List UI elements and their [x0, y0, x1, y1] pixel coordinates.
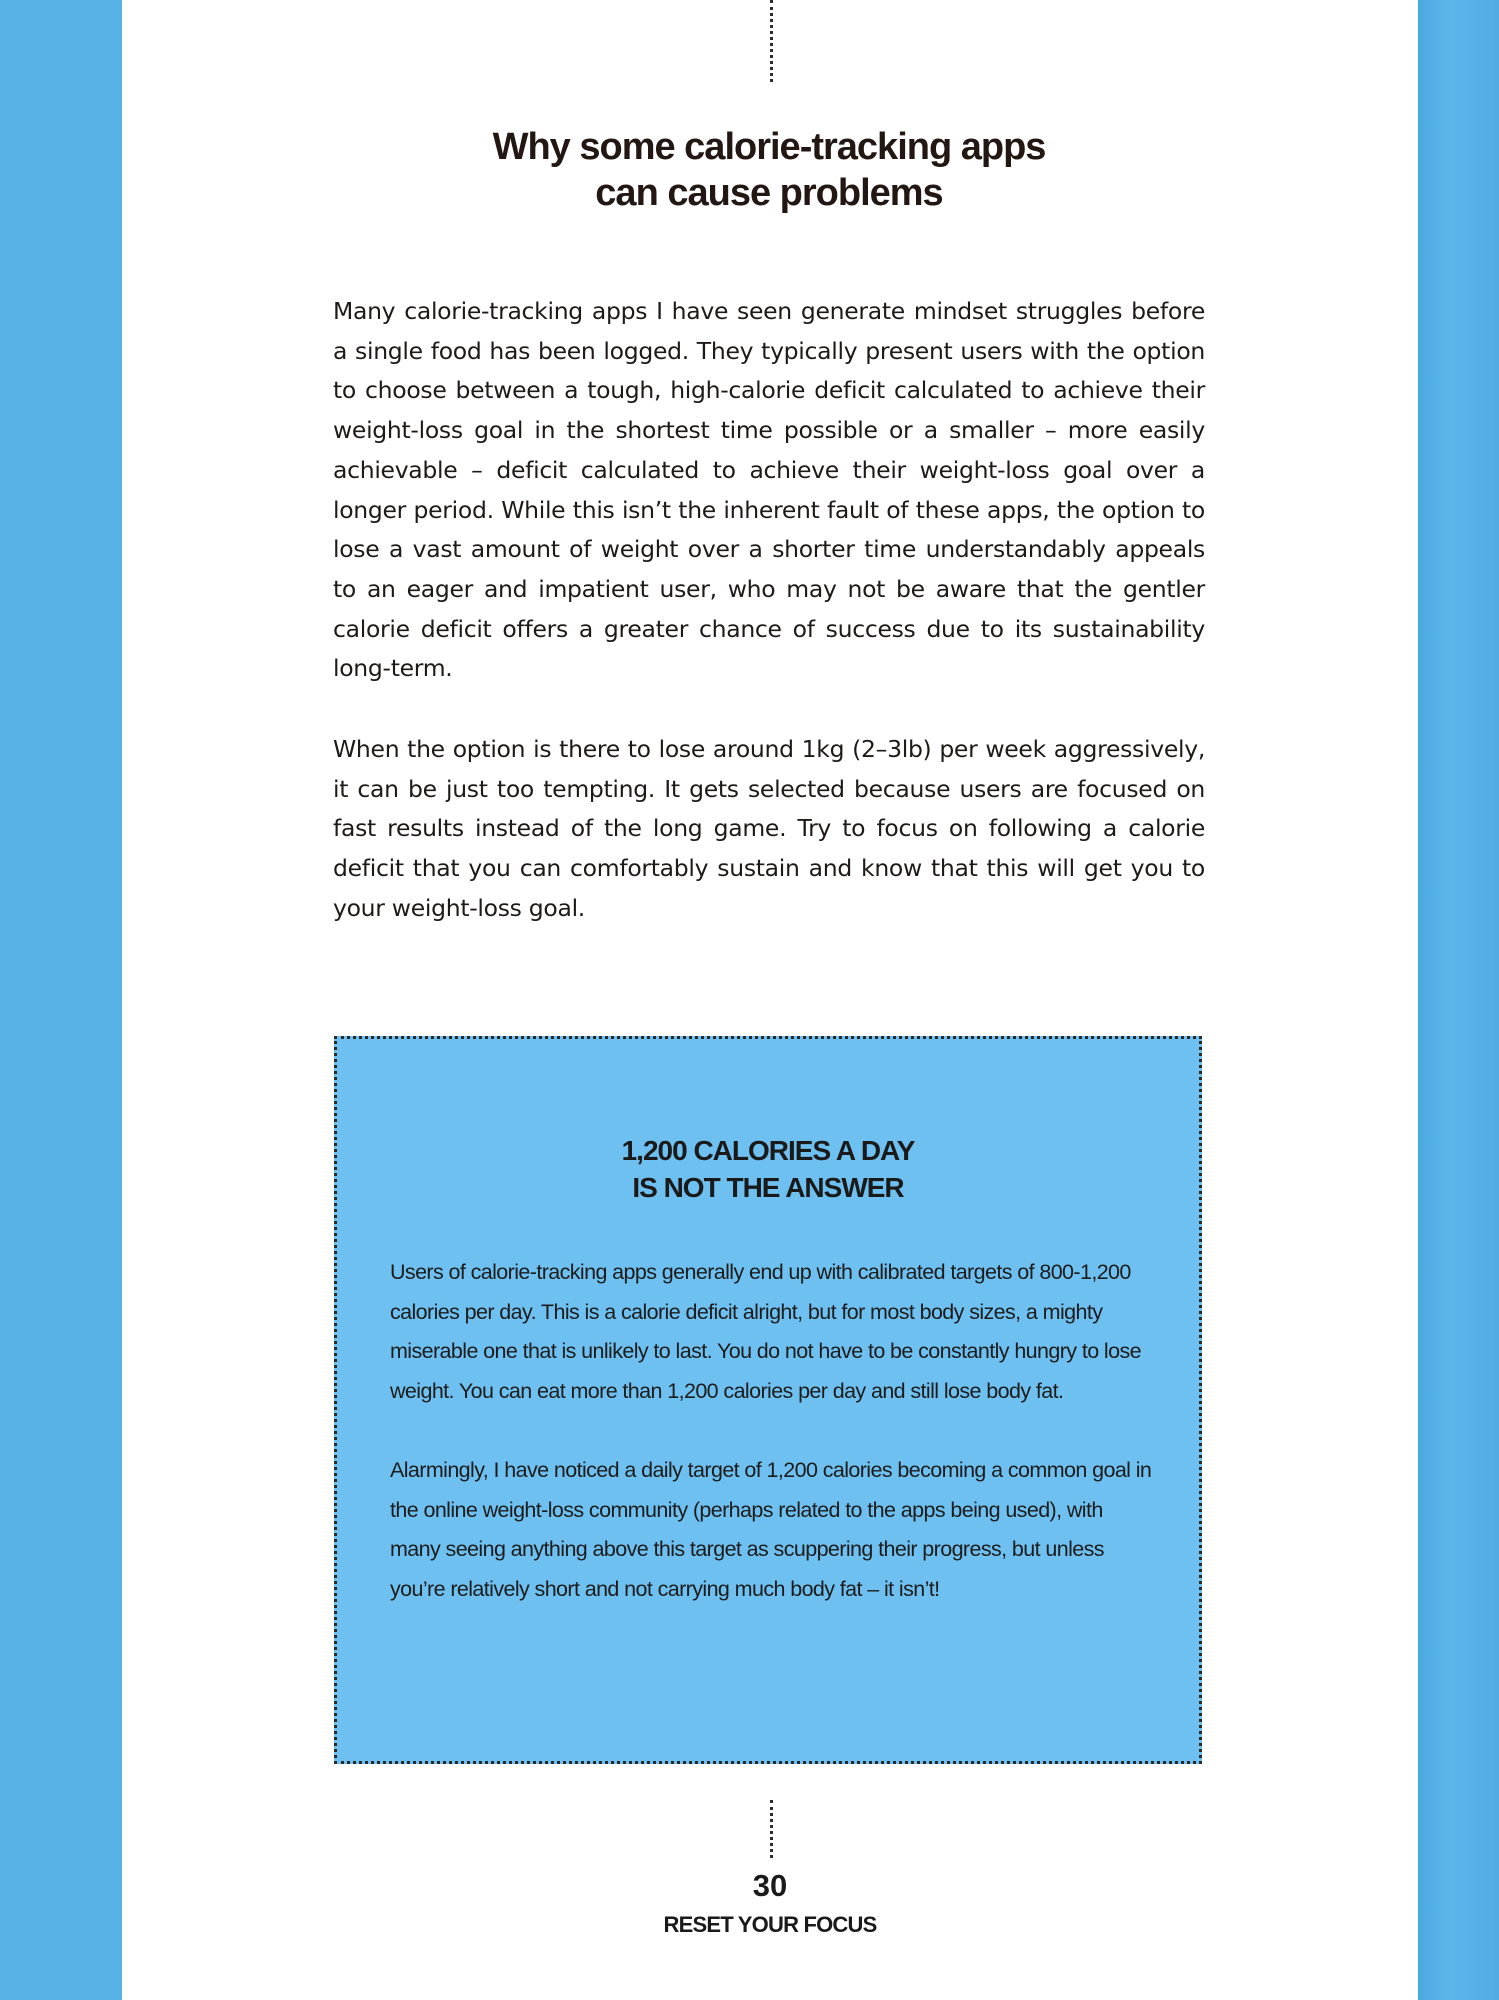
- section-label: RESET YOUR FOCUS: [663, 1912, 877, 1937]
- article-heading-line-2: can cause problems: [595, 172, 943, 214]
- article-heading: [333, 124, 1205, 216]
- bottom-dotted-rule: [770, 1800, 773, 1858]
- article-paragraph-2: When the option is there to lose around 1kg (2–3lb) per week aggressively, it can be just too tempting. It gets selected because users are focused on fast results instead of the long game. Try to focus on following a calorie deficit that you can comfortably sustain and know that this will get you to your weight-loss goal.: [333, 735, 1205, 922]
- callout-title-line-1: 1,200 CALORIES A DAY: [621, 1135, 915, 1166]
- callout-title: [337, 1132, 1199, 1206]
- article-heading-line-1: Why some calorie-tracking apps: [492, 126, 1046, 168]
- article-paragraph-1: Many calorie-tracking apps I have seen generate mindset struggles before a single food has been logged. They typically present users with the option to choose between a tough, high-calorie deficit calculated to achieve their weight-loss goal in the shortest time possible or a smaller – more easily achievable – deficit calculated to achieve their weight-loss goal over a longer period. While this isn’t the inherent fault of these apps, the option to lose a vast amount of weight over a shorter time understandably appeals to an eager and impatient user, who may not be aware that the gentler calorie deficit offers a greater chance of success due to its sustainability long-term.: [333, 297, 1205, 683]
- callout-box: [334, 1036, 1202, 1764]
- callout-paragraph-2: Alarmingly, I have noticed a daily target of 1,200 calories becoming a common goal in the online weight-loss community (perhaps related to the apps being used), with many seeing anything above this target as scuppering their progress, but unless you’re relatively short and not carrying much body fat – it isn’t!: [390, 1458, 1152, 1601]
- callout-title-line-2: IS NOT THE ANSWER: [632, 1172, 904, 1203]
- top-dotted-rule: [770, 0, 773, 82]
- page-number: 30: [752, 1868, 788, 1903]
- page-edge-blue: [1418, 0, 1499, 2000]
- callout-paragraph-1: Users of calorie-tracking apps generally end up with calibrated targets of 800-1,200 calories per day. This is a calorie deficit alright, but for most body sizes, a mighty miserable one that is unlikely to last. You do not have to be constantly hungry to lose weight. You can eat more than 1,200 calories per day and still lose body fat.: [390, 1260, 1141, 1403]
